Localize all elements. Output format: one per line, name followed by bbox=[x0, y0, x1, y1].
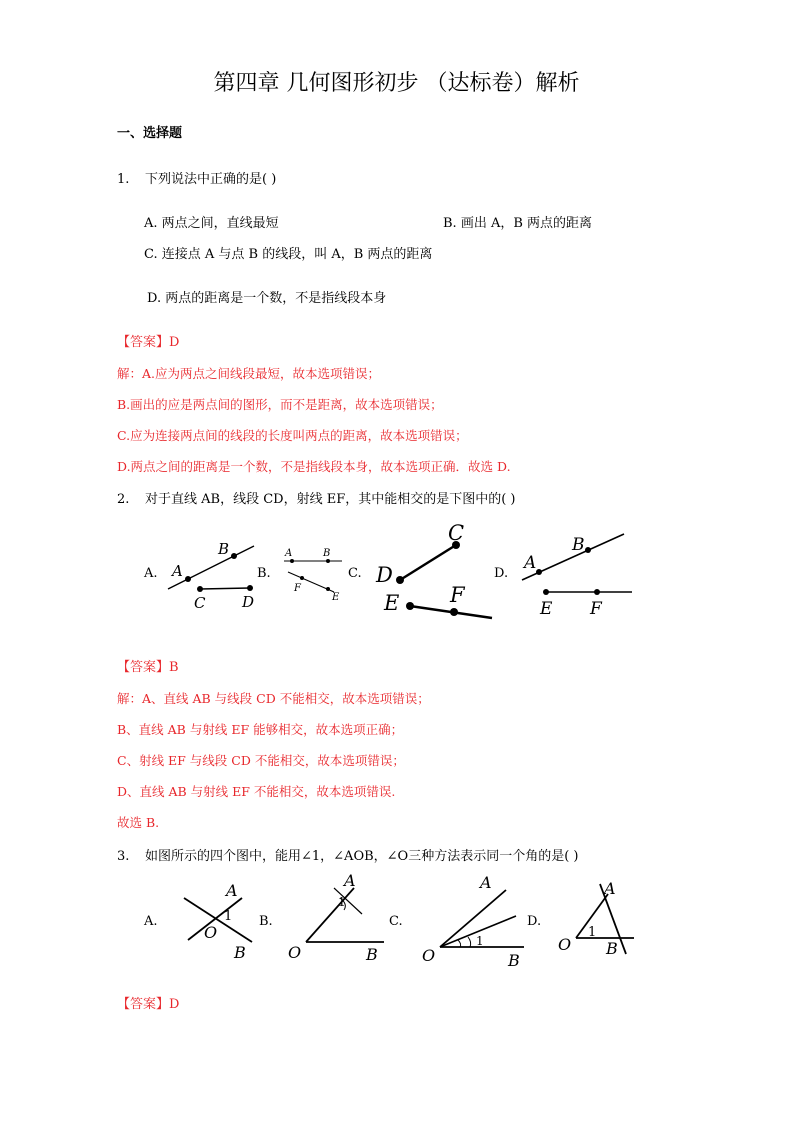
option-c: C. 连接点 A 与点 B 的线段，叫 A，B 两点的距离 bbox=[144, 247, 433, 262]
angle-label: 1 bbox=[338, 895, 346, 909]
question-stem: 对于直线 AB，线段 CD，射线 EF，其中能相交的是下图中的( ) bbox=[145, 492, 516, 507]
explanation-line: D、直线 AB 与射线 EF 不能相交，故本选项错误. bbox=[117, 784, 396, 799]
explanation-line: C.应为连接两点间的线段的长度叫两点的距离，故本选项错误； bbox=[117, 428, 468, 443]
point-label: A bbox=[226, 881, 238, 900]
question-stem: 下列说法中正确的是( ) bbox=[145, 172, 277, 187]
question-number: 2. bbox=[117, 492, 130, 507]
figure-2d bbox=[516, 528, 636, 620]
point-label: F bbox=[450, 583, 465, 607]
point-label: B bbox=[234, 943, 246, 962]
point-label: E bbox=[332, 592, 340, 603]
figure-2b bbox=[280, 542, 350, 604]
section-heading: 一、选择题 bbox=[117, 126, 183, 141]
point-label: A bbox=[524, 553, 537, 573]
page-title: 第四章 几何图形初步 （达标卷）解析 bbox=[213, 71, 580, 96]
figure-label-c: C. bbox=[389, 914, 403, 929]
point-label: B bbox=[366, 945, 378, 964]
point-label: B bbox=[606, 939, 618, 958]
point-label: A bbox=[480, 873, 492, 892]
figure-label-c: C. bbox=[348, 566, 362, 581]
explanation-line: B、直线 AB 与射线 EF 能够相交，故本选项正确； bbox=[117, 722, 404, 737]
point-label: E bbox=[540, 599, 553, 619]
figure-label-b: B. bbox=[259, 914, 273, 929]
point-label: B bbox=[323, 548, 331, 559]
point-label: A bbox=[344, 871, 356, 890]
point-label: C bbox=[194, 594, 206, 612]
point-label: F bbox=[294, 583, 301, 594]
point-label: A bbox=[604, 879, 616, 898]
option-d: D. 两点的距离是一个数，不是指线段本身 bbox=[147, 291, 387, 306]
angle-label: 1 bbox=[476, 934, 484, 948]
figure-3d bbox=[556, 874, 641, 964]
question-2 bbox=[117, 488, 516, 507]
figure-3a bbox=[170, 876, 265, 966]
answer-3: 【答案】D bbox=[117, 997, 180, 1012]
point-label: A bbox=[285, 548, 293, 559]
point-label: B bbox=[572, 535, 585, 555]
explanation-line: 解：A.应为两点之间线段最短，故本选项错误； bbox=[117, 366, 381, 381]
figure-label-a: A. bbox=[144, 566, 158, 581]
explanation-line: 故选 B. bbox=[117, 815, 160, 830]
option-b: B. 画出 A，B 两点的距离 bbox=[443, 216, 593, 231]
figure-2a bbox=[158, 532, 268, 612]
answer-2: 【答案】B bbox=[117, 660, 179, 675]
point-label: F bbox=[590, 599, 602, 619]
figure-3b bbox=[286, 870, 391, 966]
point-label: A bbox=[172, 562, 183, 580]
option-a: A. 两点之间，直线最短 bbox=[144, 216, 279, 231]
question-stem: 如图所示的四个图中，能用∠1，∠AOB，∠O三种方法表示同一个角的是( ) bbox=[145, 849, 579, 864]
question-number: 1. bbox=[117, 172, 130, 187]
explanation-line: 解：A、直线 AB 与线段 CD 不能相交，故本选项错误； bbox=[117, 691, 430, 706]
figure-3c bbox=[420, 870, 530, 966]
figure-label-d: D. bbox=[527, 914, 542, 929]
point-label: O bbox=[422, 946, 436, 965]
point-label: O bbox=[288, 943, 302, 962]
explanation-line: D.两点之间的距离是一个数，不是指线段本身，故本选项正确．故选 D. bbox=[117, 459, 511, 474]
question-1 bbox=[117, 168, 276, 187]
angle-label: 1 bbox=[224, 909, 233, 924]
figure-2c bbox=[372, 520, 497, 625]
point-label: B bbox=[218, 540, 230, 558]
point-label: O bbox=[558, 935, 572, 954]
answer-1: 【答案】D bbox=[117, 335, 180, 350]
explanation-line: C、射线 EF 与线段 CD 不能相交，故本选项错误； bbox=[117, 753, 405, 768]
point-label: E bbox=[384, 591, 400, 615]
point-label: O bbox=[204, 923, 218, 942]
point-label: D bbox=[376, 563, 393, 587]
figure-label-d: D. bbox=[494, 566, 509, 581]
explanation-line: B.画出的应是两点间的图形，而不是距离，故本选项错误； bbox=[117, 397, 443, 412]
figure-label-b: B. bbox=[257, 566, 271, 581]
point-label: D bbox=[242, 593, 255, 611]
angle-label: 1 bbox=[588, 925, 597, 940]
question-number: 3. bbox=[117, 849, 130, 864]
point-label: B bbox=[508, 951, 520, 966]
figure-label-a: A. bbox=[144, 914, 158, 929]
point-label: C bbox=[448, 521, 465, 545]
question-3 bbox=[117, 845, 578, 864]
